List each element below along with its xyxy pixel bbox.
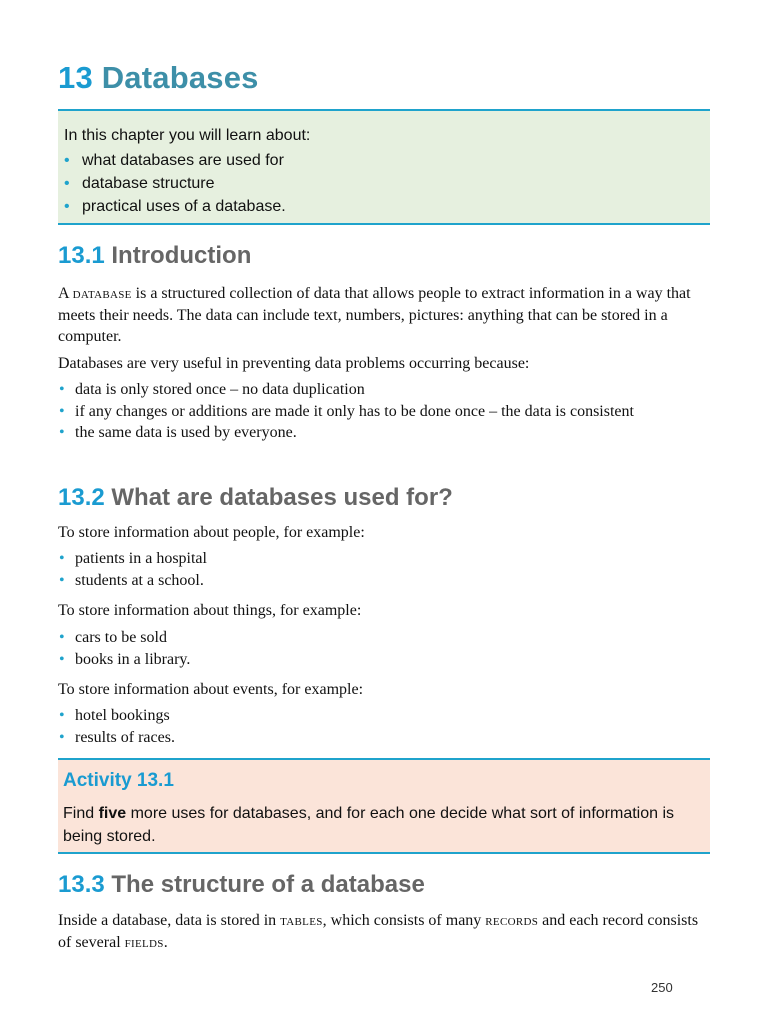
uses-people-intro: To store information about people, for example: (58, 524, 365, 541)
bullet-icon: • (59, 728, 65, 746)
term-database: database (72, 286, 132, 302)
section-heading-structure: 13.3 The structure of a database (58, 871, 425, 898)
uses-things-list (58, 627, 710, 670)
benefits-intro: Databases are very useful in preventing data problems occurring because: (58, 355, 530, 372)
intro-paragraph: A database is a structured collection of data that allows people to extract information in a way that meets their needs. The data can include text, numbers, pictures: anything that can be stored in a computer. (58, 285, 691, 345)
list-item: • books in a library. (58, 649, 710, 671)
chapter-title-text: Databases (101, 60, 259, 95)
section-heading-introduction: 13.1 Introduction (58, 242, 252, 269)
activity-emphasis: five (98, 805, 127, 822)
learning-intro: In this chapter you will learn about: (64, 127, 311, 144)
list-item: • hotel bookings (58, 705, 710, 727)
list-item: • cars to be sold (58, 627, 710, 649)
activity-title: Activity 13.1 (63, 770, 174, 791)
bullet-icon: • (64, 198, 70, 215)
bullet-icon: • (59, 707, 65, 724)
section-heading-uses: 13.2 What are databases used for? (58, 484, 453, 511)
activity-text: Find five more uses for databases, and for each one decide what sort of information is being stored. (63, 805, 675, 845)
list-item: • data is only stored once – no data duplication (58, 379, 710, 401)
uses-events-intro: To store information about events, for example: (58, 681, 364, 698)
chapter-number: 13 (58, 60, 93, 95)
bullet-icon: • (59, 402, 65, 420)
list-item: • students at a school. (58, 570, 710, 592)
list-item: • if any changes or additions are made it only has to be done once – the data is consistent (58, 401, 710, 423)
bullet-icon: • (59, 550, 65, 567)
list-item: • patients in a hospital (58, 548, 710, 570)
bullet-icon: • (59, 571, 65, 589)
learning-item: • database structure (64, 172, 704, 195)
learning-list (64, 149, 704, 218)
structure-paragraph: Inside a database, data is stored in tables, which consists of many records and each record consists of several fields. (58, 912, 699, 951)
term-fields: fields (124, 935, 164, 951)
learning-item: • practical uses of a database. (64, 195, 704, 218)
bullet-icon: • (64, 152, 70, 169)
learning-objectives-box (58, 109, 710, 225)
bullet-icon: • (59, 629, 65, 646)
benefits-list (58, 379, 710, 444)
activity-box (58, 758, 710, 854)
bullet-icon: • (59, 424, 65, 441)
bullet-icon: • (64, 175, 70, 192)
bullet-icon: • (59, 381, 65, 398)
uses-people-list (58, 548, 710, 591)
learning-item: • what databases are used for (64, 149, 704, 172)
bullet-icon: • (59, 650, 65, 668)
page-number: 250 (651, 980, 673, 995)
list-item: • the same data is used by everyone. (58, 422, 710, 444)
chapter-title (58, 60, 259, 96)
term-records: records (485, 913, 539, 929)
uses-events-list (58, 705, 710, 748)
list-item: • results of races. (58, 727, 710, 749)
uses-things-intro: To store information about things, for example: (58, 602, 362, 619)
term-tables: tables (280, 913, 323, 929)
